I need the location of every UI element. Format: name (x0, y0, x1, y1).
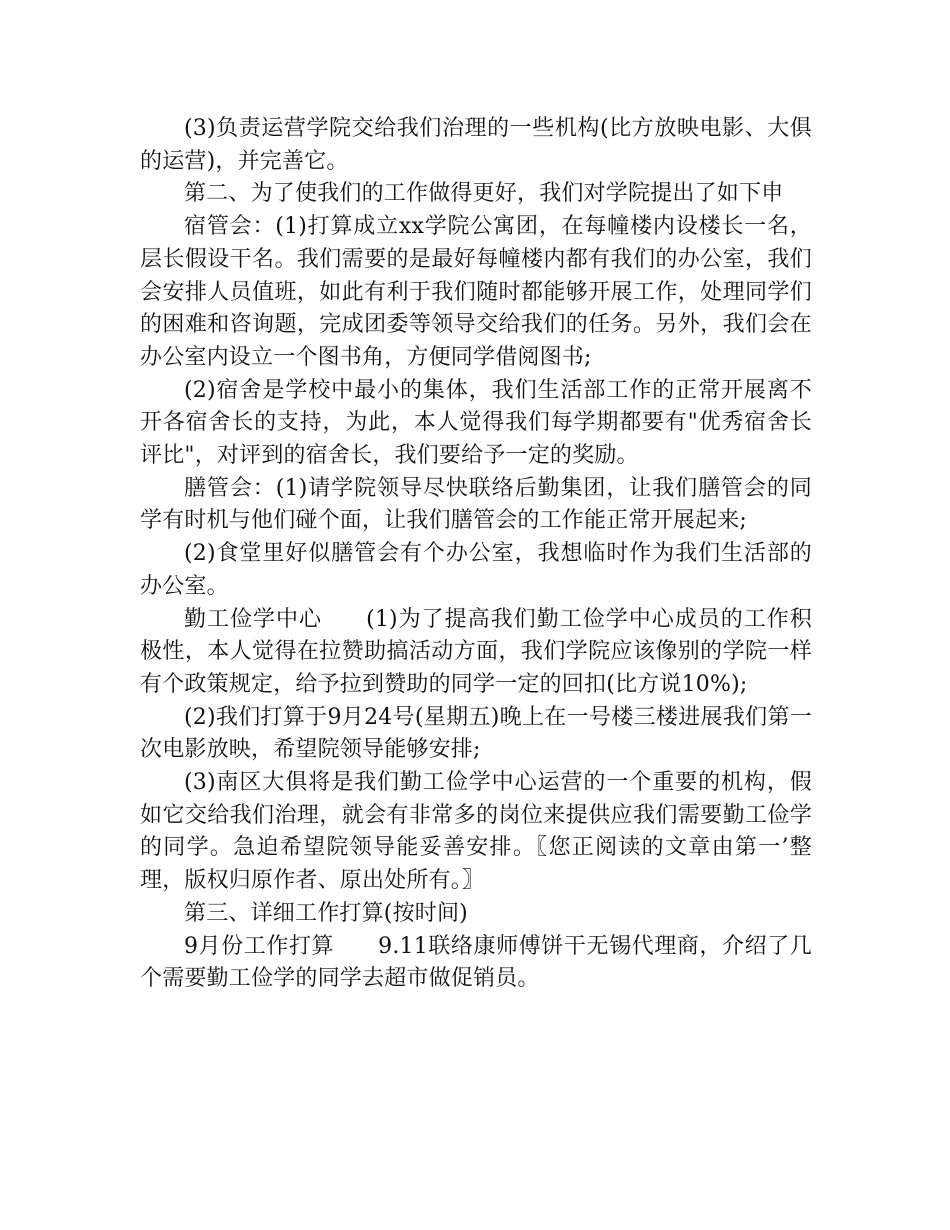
paragraph-11-lead: 9月份工作打算 (184, 933, 335, 959)
paragraph-2-text: 第二、为了使我们的工作做得更好，我们对学院提出了如下申 (184, 181, 784, 207)
paragraph-9 (140, 767, 812, 898)
paragraph-5-text: 膳管会：(1)请学院领导尽快联络后勤集团，让我们膳管会的同学有时机与他们碰个面，让我们膳管会的工作能正常开展起来; (140, 475, 812, 534)
paragraph-7 (140, 604, 812, 702)
paragraph-6-text: (2)食堂里好似膳管会有个办公室，我想临时作为我们生活部的办公室。 (140, 541, 812, 599)
paragraph-6 (140, 538, 812, 603)
paragraph-10 (140, 898, 812, 931)
document-page (140, 113, 812, 996)
paragraph-10-text: 第三、详细工作打算(按时间) (184, 900, 468, 926)
paragraph-2 (140, 178, 812, 211)
paragraph-3 (140, 211, 812, 375)
paragraph-1-text: (3)负责运营学院交给我们治理的一些机构(比方放映电影、大俱的运营)，并完善它。 (140, 116, 812, 174)
paragraph-7-lead: 勤工俭学中心 (184, 606, 323, 632)
paragraph-5 (140, 473, 812, 538)
paragraph-1 (140, 113, 812, 178)
paragraph-8 (140, 702, 812, 767)
paragraph-11-text: 9.11联络康师傅饼干无锡代理商，介绍了几个需要勤工俭学的同学去超市做促销员。 (140, 933, 813, 992)
paragraph-11 (140, 931, 812, 996)
paragraph-8-text: (2)我们打算于9月24号(星期五)晚上在一号楼三楼进展我们第一次电影放映，希望院领导能够安排; (140, 704, 812, 763)
paragraph-4-text: (2)宿舍是学校中最小的集体，我们生活部工作的正常开展离不开各宿舍长的支持，为此，本人觉得我们每学期都要有"优秀宿舍长评比"，对评到的宿舍长，我们要给予一定的奖励。 (140, 377, 812, 469)
paragraph-3-text: 宿管会：(1)打算成立xx学院公寓团，在每幢楼内设楼长一名，层长假设干名。我们需要的是最好每幢楼内都有我们的办公室，我们会安排人员值班，如此有利于我们随时都能够开展工作，处理同学们的困难和咨询题，完成团委等领导交给我们的任务。另外，我们会在办公室内设立一个图书角，方便同学借阅图书; (140, 214, 812, 370)
paragraph-7-text: (1)为了提高我们勤工俭学中心成员的工作积极性，本人觉得在拉赞助搞活动方面，我们学院应该像别的学院一样有个政策规定，给予拉到赞助的同学一定的回扣(比方说10%); (140, 606, 812, 697)
paragraph-9-text: (3)南区大俱将是我们勤工俭学中心运营的一个重要的机构，假如它交给我们治理，就会有非常多的岗位来提供应我们需要勤工俭学的同学。急迫希望院领导能妥善安排。〖您正阅读的文章由第一’整理，版权归原作者、原出处所有。〗 (140, 770, 812, 894)
paragraph-4 (140, 375, 812, 473)
